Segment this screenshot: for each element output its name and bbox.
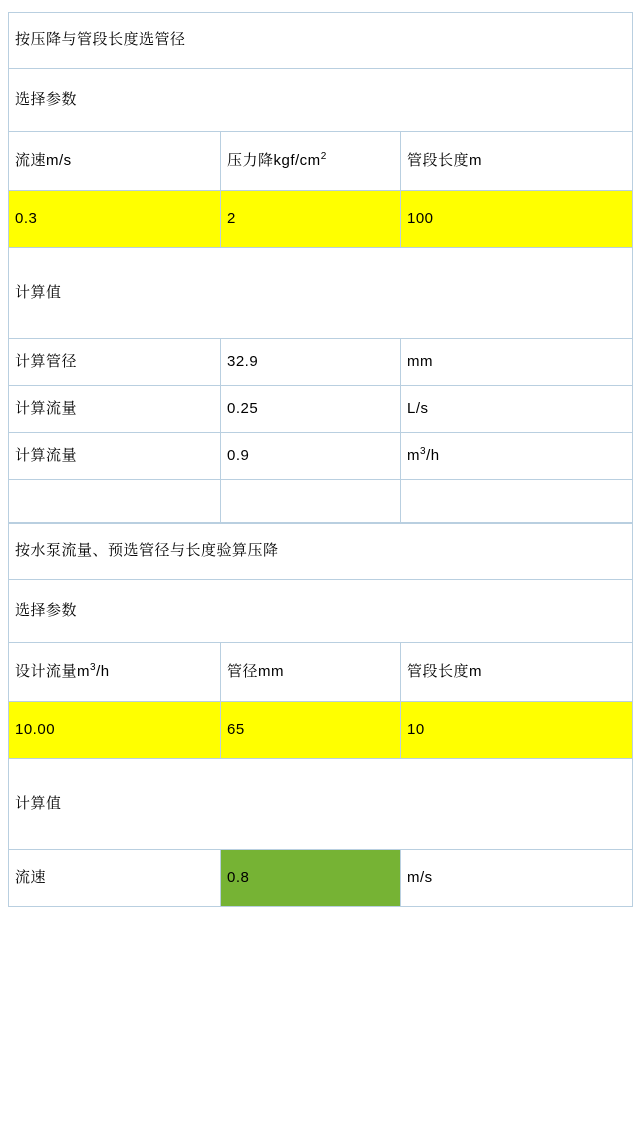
header-design-flow-exponent: 3 bbox=[90, 661, 97, 673]
table-row bbox=[9, 850, 633, 907]
table-row-empty bbox=[9, 480, 633, 523]
table-row bbox=[9, 132, 633, 191]
header-length: 管段长度m bbox=[401, 132, 633, 191]
input-velocity[interactable]: 0.3 bbox=[9, 191, 221, 248]
result-unit-2-base: m bbox=[407, 446, 420, 464]
section2-calc-label: 计算值 bbox=[9, 759, 633, 850]
header-diameter: 管径mm bbox=[221, 643, 401, 702]
header-design-flow-text: 设计流量m bbox=[15, 662, 90, 680]
empty-cell bbox=[221, 480, 401, 523]
table-row bbox=[9, 69, 633, 132]
input-length-2[interactable]: 10 bbox=[401, 702, 633, 759]
section2-title: 按水泵流量、预选管径与长度验算压降 bbox=[9, 524, 633, 580]
section1-calc-label: 计算值 bbox=[9, 248, 633, 339]
header-length-2: 管段长度m bbox=[401, 643, 633, 702]
result2-value-0: 0.8 bbox=[221, 850, 401, 907]
result-value-2: 0.9 bbox=[221, 433, 401, 480]
result-unit-0: mm bbox=[401, 339, 633, 386]
empty-cell bbox=[9, 480, 221, 523]
result-name-2: 计算流量 bbox=[9, 433, 221, 480]
section1-params-label: 选择参数 bbox=[9, 69, 633, 132]
input-diameter[interactable]: 65 bbox=[221, 702, 401, 759]
header-pressure-drop bbox=[221, 132, 401, 191]
input-length[interactable]: 100 bbox=[401, 191, 633, 248]
result-value-1: 0.25 bbox=[221, 386, 401, 433]
header-pressure-drop-exponent: 2 bbox=[320, 150, 327, 162]
table-row bbox=[9, 13, 633, 69]
table-row bbox=[9, 339, 633, 386]
header-design-flow-suffix: /h bbox=[96, 662, 110, 680]
table-row bbox=[9, 386, 633, 433]
table-row bbox=[9, 759, 633, 850]
result2-unit-0: m/s bbox=[401, 850, 633, 907]
section1-title: 按压降与管段长度选管径 bbox=[9, 13, 633, 69]
result-unit-2 bbox=[401, 433, 633, 480]
table-row bbox=[9, 643, 633, 702]
result-unit-1: L/s bbox=[401, 386, 633, 433]
table-row bbox=[9, 702, 633, 759]
empty-cell bbox=[401, 480, 633, 523]
calculation-table-1 bbox=[8, 12, 633, 523]
result-name-0: 计算管径 bbox=[9, 339, 221, 386]
calculation-table-2 bbox=[8, 523, 633, 907]
header-design-flow bbox=[9, 643, 221, 702]
section2-params-label: 选择参数 bbox=[9, 580, 633, 643]
header-pressure-drop-text: 压力降kgf/cm bbox=[227, 151, 321, 169]
header-velocity: 流速m/s bbox=[9, 132, 221, 191]
result-unit-2-exponent: 3 bbox=[420, 445, 427, 457]
result2-name-0: 流速 bbox=[9, 850, 221, 907]
table-row bbox=[9, 524, 633, 580]
result-name-1: 计算流量 bbox=[9, 386, 221, 433]
table-row bbox=[9, 248, 633, 339]
result-value-0: 32.9 bbox=[221, 339, 401, 386]
input-pressure-drop[interactable]: 2 bbox=[221, 191, 401, 248]
table-row bbox=[9, 191, 633, 248]
input-design-flow[interactable]: 10.00 bbox=[9, 702, 221, 759]
table-row bbox=[9, 433, 633, 480]
table-row bbox=[9, 580, 633, 643]
result-unit-2-suffix: /h bbox=[426, 446, 440, 464]
